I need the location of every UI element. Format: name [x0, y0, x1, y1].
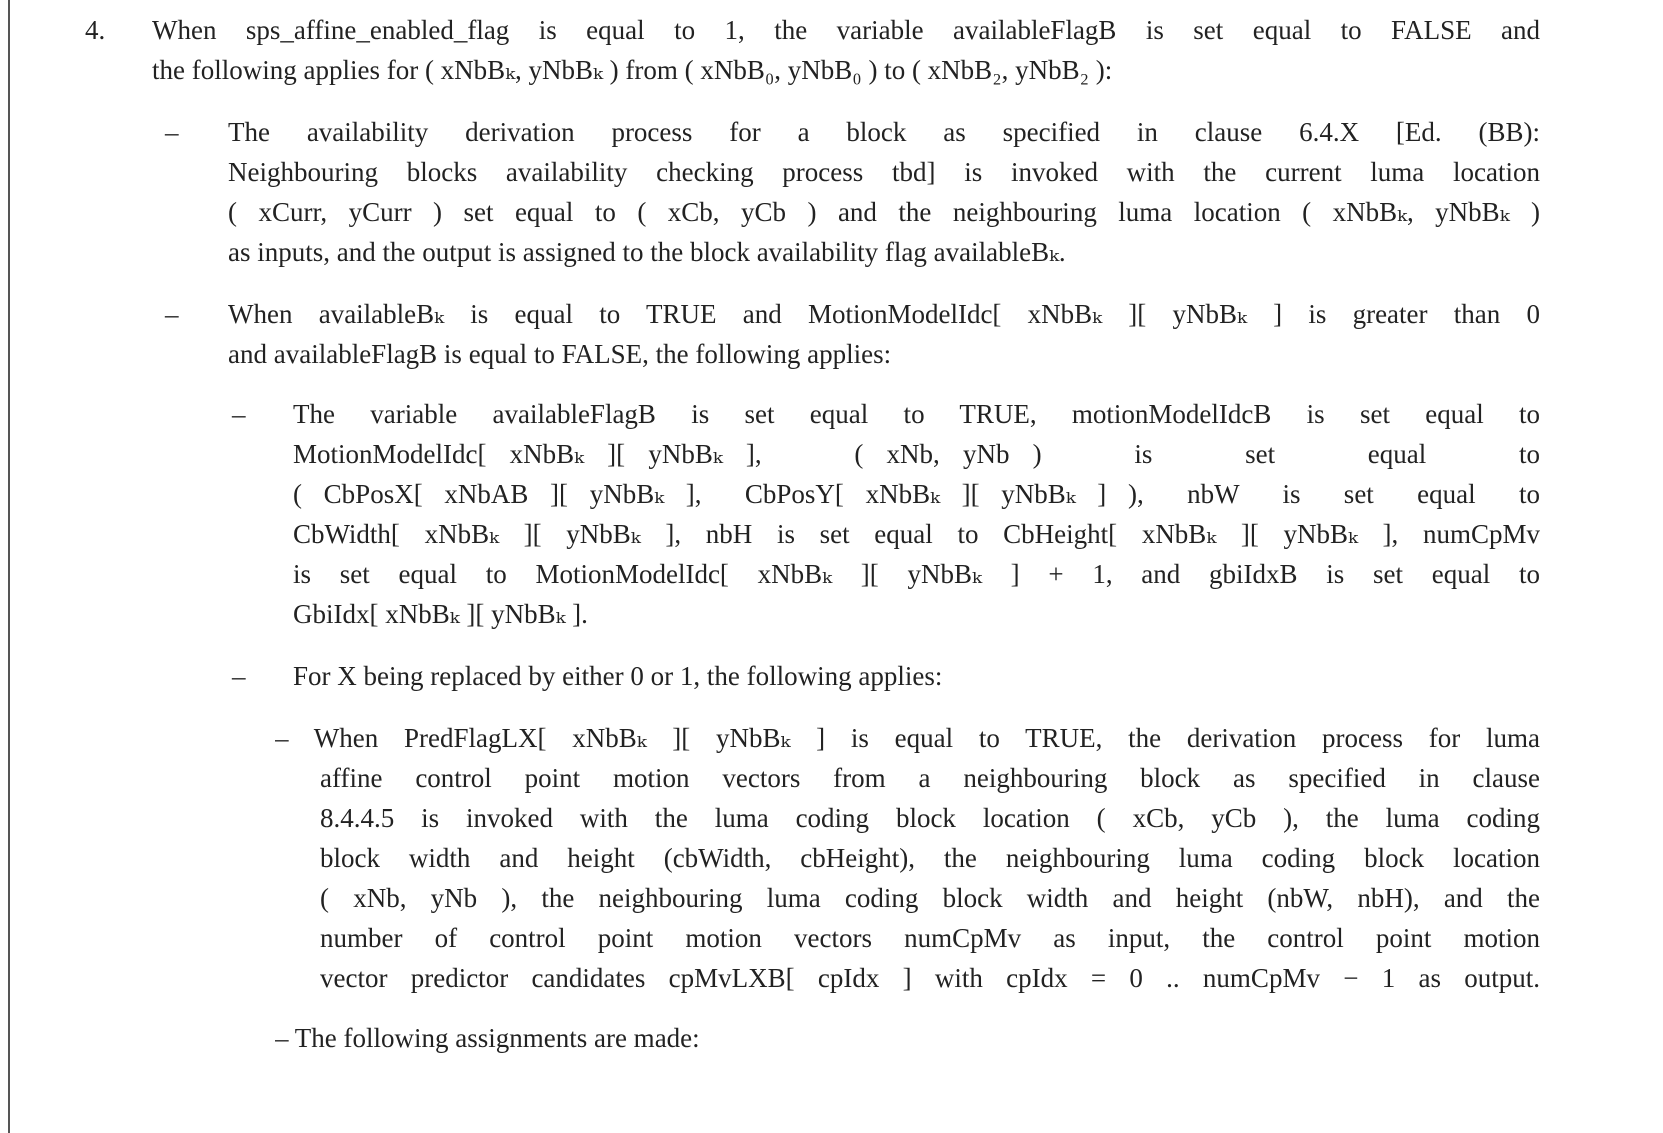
availability-paragraph [228, 112, 1540, 272]
text-line: affine control point motion vectors from a neighbouring block as specified in clause [320, 758, 1540, 798]
condition-paragraph [228, 294, 1540, 374]
text-line: ( CbPosX[ xNbAB ][ yNbBₖ ], CbPosY[ xNbBₖ ][ yNbBₖ ] ), nbW is set equal to [293, 474, 1540, 514]
text-line: MotionModelIdc[ xNbBₖ ][ yNbBₖ ], ( xNb, yNb ) is set equal to [293, 434, 1540, 474]
text-line: is set equal to MotionModelIdc[ xNbBₖ ][ yNbBₖ ] + 1, and gbiIdxB is set equal to [293, 554, 1540, 594]
pred-flag-paragraph [275, 718, 1540, 998]
text-line: When sps_affine_enabled_flag is equal to 1, the variable availableFlagB is set equal to FALSE and [152, 10, 1540, 50]
text-line: The variable availableFlagB is set equal to TRUE, motionModelIdcB is set equal to [293, 394, 1540, 434]
text-line: The availability derivation process for a block as specified in clause 6.4.X [Ed. (BB): [228, 112, 1540, 152]
text-line: vector predictor candidates cpMvLXB[ cpIdx ] with cpIdx = 0 .. numCpMv − 1 as output. [320, 958, 1540, 998]
margin-rule [8, 0, 10, 1133]
item-number: 4. [85, 10, 105, 50]
text-line: and availableFlagB is equal to FALSE, the following applies: [228, 334, 1540, 374]
text-line: ( xCurr, yCurr ) set equal to ( xCb, yCb ) and the neighbouring luma location ( xNbBₖ, yNbBₖ ) [228, 192, 1540, 232]
text-line: number of control point motion vectors numCpMv as input, the control point motion [320, 918, 1540, 958]
text-line: ( xNb, yNb ), the neighbouring luma coding block width and height (nbW, nbH), and the [320, 878, 1540, 918]
text-line: the following applies for ( xNbBₖ, yNbBₖ ) from ( xNbB₀, yNbB₀ ) to ( xNbB₂, yNbB₂ ): [152, 50, 1540, 90]
text-line: block width and height (cbWidth, cbHeight), the neighbouring luma coding block location [320, 838, 1540, 878]
text-line: CbWidth[ xNbBₖ ][ yNbBₖ ], nbH is set equal to CbHeight[ xNbBₖ ][ yNbBₖ ], numCpMv [293, 514, 1540, 554]
text-line: For X being replaced by either 0 or 1, the following applies: [293, 656, 1540, 696]
item-4-paragraph [152, 10, 1540, 90]
for-x-paragraph [293, 656, 1540, 696]
dash-marker: – [165, 294, 179, 334]
dash-marker: – [232, 656, 246, 696]
assignment-paragraph [293, 394, 1540, 634]
text-line: – When PredFlagLX[ xNbBₖ ][ yNbBₖ ] is equal to TRUE, the derivation process for luma [275, 718, 1540, 758]
text-line: When availableBₖ is equal to TRUE and MotionModelIdc[ xNbBₖ ][ yNbBₖ ] is greater than 0 [228, 294, 1540, 334]
assignments-paragraph [275, 1018, 1540, 1058]
text-line: GbiIdx[ xNbBₖ ][ yNbBₖ ]. [293, 594, 1540, 634]
dash-marker: – [165, 112, 179, 152]
dash-marker: – [232, 394, 246, 434]
text-line: Neighbouring blocks availability checking process tbd] is invoked with the current luma location [228, 152, 1540, 192]
text-line: 8.4.4.5 is invoked with the luma coding block location ( xCb, yCb ), the luma coding [320, 798, 1540, 838]
text-line: as inputs, and the output is assigned to the block availability flag availableBₖ. [228, 232, 1540, 272]
text-line: – The following assignments are made: [275, 1018, 1540, 1058]
